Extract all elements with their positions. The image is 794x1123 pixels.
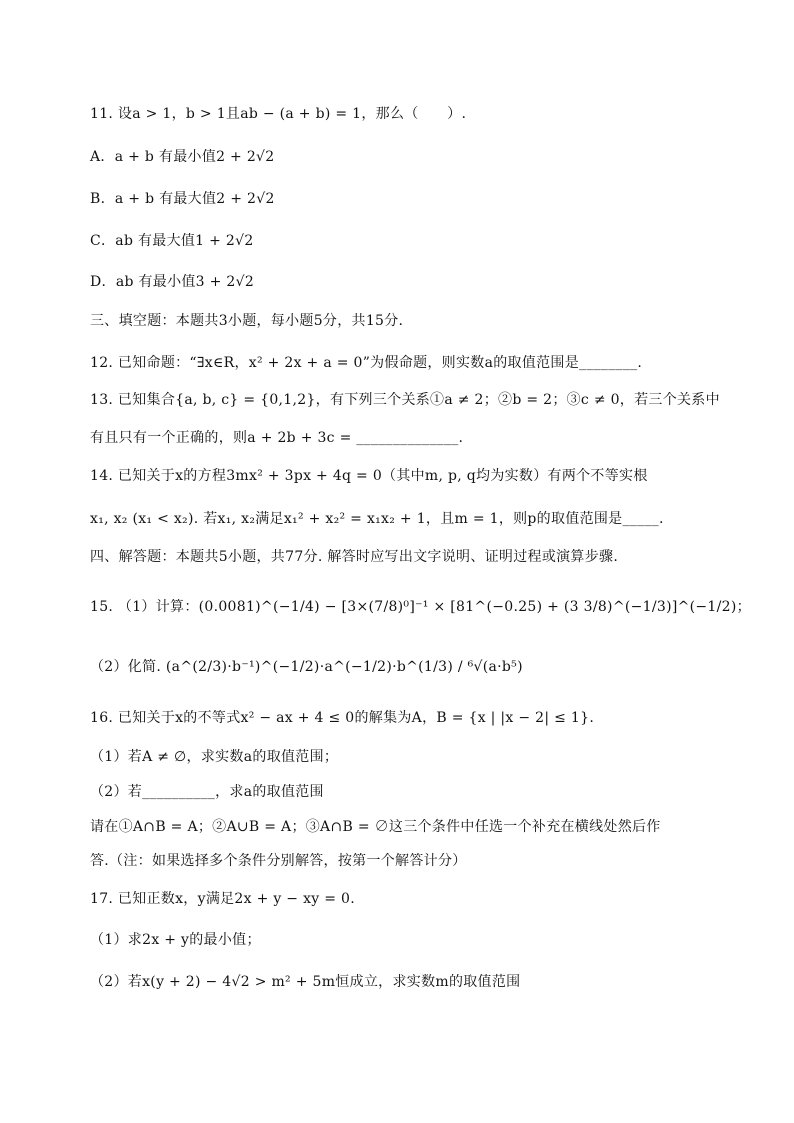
q13-line1: 13. 已知集合{a, b, c} = {0,1,2}，有下列三个关系①a ≠ 2；②b = 2；③c ≠ 0，若三个关系中 xyxy=(90,392,720,408)
q11-stem: 11. 设a > 1，b > 1且ab − (a + b) = 1，那么（ ）. xyxy=(90,106,467,122)
q16-note-line2: 答.（注：如果选择多个条件分别解答，按第一个解答计分） xyxy=(90,853,467,869)
section-3-heading: 三、填空题：本题共3小题，每小题5分，共15分. xyxy=(90,313,404,329)
q13-line2: 有且只有一个正确的，则a + 2b + 3c = ______________. xyxy=(90,430,464,446)
q11-option-c: C．ab 有最大值1 + 2√2 xyxy=(90,233,254,249)
q15-part1: 15. （1）计算：(0.0081)^(−1/4) − [3×(7/8)⁰]⁻¹ × [81^(−0.25) + (3 3/8)^(−1/3)]^(−1/2)； xyxy=(90,599,751,615)
q17-stem: 17. 已知正数x，y满足2x + y − xy = 0. xyxy=(90,891,355,907)
q14-line2: x₁, x₂ (x₁ < x₂). 若x₁, x₂满足x₁² + x₂² = x₁x₂ + 1，且m = 1，则p的取值范围是_____. xyxy=(90,511,664,527)
q16-part2: （2）若__________，求a的取值范围 xyxy=(90,784,324,800)
q11-option-b: B．a + b 有最大值2 + 2√2 xyxy=(90,191,275,207)
q16-note-line1: 请在①A∩B = A；②A∪B = A；③A∩B = ∅这三个条件中任选一个补充在横线处然后作 xyxy=(90,819,661,835)
q17-part2: （2）若x(y + 2) − 4√2 > m² + 5m恒成立，求实数m的取值范围 xyxy=(90,974,521,990)
q16-stem: 16. 已知关于x的不等式x² − ax + 4 ≤ 0的解集为A，B = {x | |x − 2| ≤ 1}. xyxy=(90,710,595,726)
section-4-heading: 四、解答题：本题共5小题，共77分. 解答时应写出文字说明、证明过程或演算步骤. xyxy=(90,549,619,565)
q12-text: 12. 已知命题：“∃x∈R，x² + 2x + a = 0”为假命题，则实数a的取值范围是________. xyxy=(90,355,643,371)
q11-option-a: A．a + b 有最小值2 + 2√2 xyxy=(90,149,275,165)
q14-line1: 14. 已知关于x的方程3mx² + 3px + 4q = 0（其中m, p, q均为实数）有两个不等实根 xyxy=(90,468,648,484)
q11-option-d: D．ab 有最小值3 + 2√2 xyxy=(90,274,255,290)
q17-part1: （1）求2x + y的最小值； xyxy=(90,932,261,948)
q15-part2: （2）化简. (a^(2/3)·b⁻¹)^(−1/2)·a^(−1/2)·b^(1/3) / ⁶√(a·b⁵) xyxy=(90,659,523,675)
q16-part1: （1）若A ≠ ∅，求实数a的取值范围； xyxy=(90,749,339,765)
